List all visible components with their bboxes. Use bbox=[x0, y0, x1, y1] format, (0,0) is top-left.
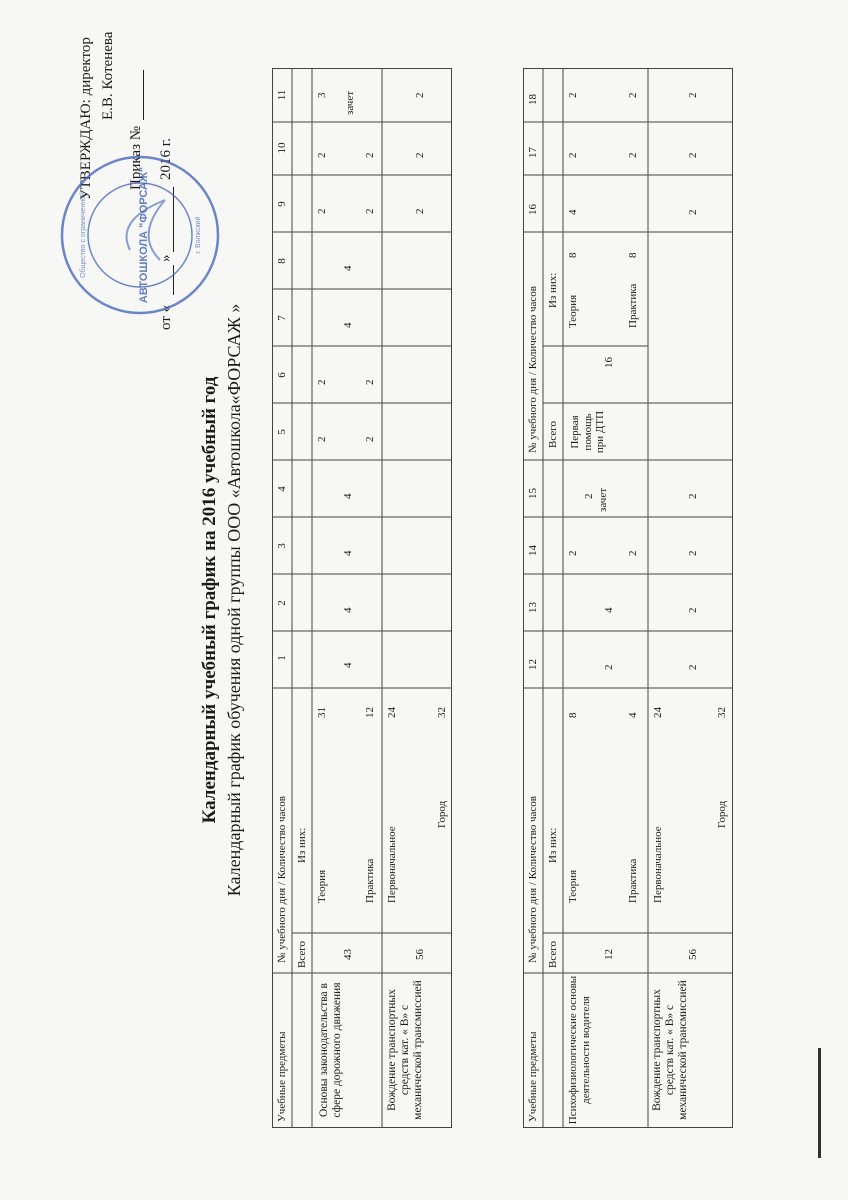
t2-r2-city-cell: 2 bbox=[687, 607, 699, 613]
svg-text:Общество с ограниченной: Общество с ограниченной bbox=[80, 192, 87, 278]
t2-row1-teoria: Теория bbox=[567, 869, 579, 903]
t1-day: 4 bbox=[276, 486, 288, 492]
t1-day: 11 bbox=[276, 89, 288, 101]
t1-r1-practice-cell: 2 bbox=[364, 436, 376, 442]
t2-r1-theory-cell: 2 bbox=[583, 493, 595, 499]
approval-line-2: Е.В. Котенева bbox=[100, 31, 116, 120]
t2-header-ofthem: Из них: bbox=[547, 827, 559, 863]
t2-right-teoria-hours: 8 bbox=[567, 252, 579, 258]
t2-right-theory-cell: 2 bbox=[567, 92, 579, 98]
svg-text:г. Волжский: г. Волжский bbox=[195, 216, 202, 254]
t2-row1-praktika-hours: 4 bbox=[627, 712, 639, 718]
t1-day: 6 bbox=[276, 372, 288, 378]
t1-r2-city-cell: 2 bbox=[414, 208, 426, 214]
t2-day: 13 bbox=[527, 602, 539, 613]
t2-right-total: Всего bbox=[547, 421, 559, 448]
t2-r2-city-cell: 2 bbox=[687, 664, 699, 670]
t2-header-total: Всего bbox=[547, 941, 559, 968]
svg-text:АВТОШКОЛА "ФОРСАЖ": АВТОШКОЛА "ФОРСАЖ" bbox=[138, 166, 150, 304]
t1-row1-teoria: Теория bbox=[316, 869, 328, 903]
t1-row2-city: Город bbox=[436, 800, 448, 828]
approval-line-1: УТВЕРЖДАЮ: директор bbox=[78, 37, 94, 200]
t2-row2-subject: Вождение транспортных средств кат. « В» с механической трансмиссией bbox=[651, 980, 690, 1120]
t2-right-theory-cell: 2 bbox=[567, 152, 579, 158]
t1-header-hours: № учебного дня / Количество часов bbox=[276, 796, 288, 963]
t1-row1-praktika-hours: 12 bbox=[364, 707, 376, 718]
t1-header-total: Всего bbox=[296, 941, 308, 968]
table-1-grid bbox=[272, 68, 452, 1128]
approval-date-prefix: от « bbox=[158, 304, 174, 330]
t1-r1-theory-cell: 2 bbox=[316, 152, 328, 158]
t2-r1-practice-cell: зачет bbox=[597, 487, 609, 512]
t2-day: 12 bbox=[527, 659, 539, 670]
approval-line-3-blank bbox=[143, 70, 144, 120]
t2-row2-first-hours: 24 bbox=[652, 707, 664, 718]
t2-row2-total: 56 bbox=[687, 949, 699, 960]
t1-r1-practice-cell: 4 bbox=[342, 550, 354, 556]
t1-r1-practice-cell: 4 bbox=[342, 493, 354, 499]
t2-day: 18 bbox=[527, 94, 539, 105]
t2-r1-practice-cell: 2 bbox=[627, 550, 639, 556]
t2-r2-city-cell: 2 bbox=[687, 493, 699, 499]
t2-right-drive-cell: 2 bbox=[687, 152, 699, 158]
t2-right-praktika-hours: 8 bbox=[627, 252, 639, 258]
t2-day: 16 bbox=[527, 204, 539, 215]
t2-r2-city-cell: 2 bbox=[687, 550, 699, 556]
t2-right-theory-cell: 4 bbox=[567, 209, 579, 215]
t1-day: 1 bbox=[276, 655, 288, 661]
t2-header-hours: № учебного дня / Количество часов bbox=[527, 796, 539, 963]
t1-day: 8 bbox=[276, 258, 288, 264]
t2-row1-total: 12 bbox=[603, 949, 615, 960]
document-title: Календарный учебный график на 2016 учебный год bbox=[199, 376, 220, 824]
t2-right-praktika: Практика bbox=[627, 283, 639, 328]
t1-r1-practice-cell: 4 bbox=[342, 265, 354, 271]
t1-header-subjects: Учебные предметы bbox=[276, 1031, 288, 1122]
schedule-table-1 bbox=[272, 68, 452, 1128]
t1-row1-praktika: Практика bbox=[364, 858, 376, 903]
table-2-grid bbox=[523, 68, 733, 1128]
t2-right-practice-cell: 2 bbox=[627, 92, 639, 98]
t2-right-drive-cell: 2 bbox=[687, 92, 699, 98]
t1-r1-theory-cell: 2 bbox=[316, 379, 328, 385]
t1-day: 2 bbox=[276, 600, 288, 606]
t2-row1-teoria-hours: 8 bbox=[567, 712, 579, 718]
t1-day: 3 bbox=[276, 543, 288, 549]
t2-row1-subject: Психофизиологические основы деятельности водителя bbox=[567, 975, 592, 1125]
t1-day: 5 bbox=[276, 429, 288, 435]
t1-row2-city-hours: 32 bbox=[436, 707, 448, 718]
t1-r1-practice-cell: 4 bbox=[342, 662, 354, 668]
t2-row2-city: Город bbox=[716, 800, 728, 828]
t1-day: 7 bbox=[276, 315, 288, 321]
approval-date-mid: » bbox=[158, 254, 174, 262]
t2-header-subjects: Учебные предметы bbox=[527, 1031, 539, 1122]
document-subtitle: Календарный график обучения одной группы ООО «Автошкола«ФОРСАЖ » bbox=[224, 303, 244, 897]
t2-r1-practice-cell: 4 bbox=[603, 607, 615, 613]
t2-day: 14 bbox=[527, 545, 539, 556]
t2-right-drive-cell: 2 bbox=[687, 209, 699, 215]
t1-row1-total: 43 bbox=[342, 949, 354, 960]
t1-r2-city-cell: 2 bbox=[414, 92, 426, 98]
t1-r1-theory-cell: 2 bbox=[316, 436, 328, 442]
t1-row2-subject: Вождение транспортных средств кат. « В» с механической трансмиссией bbox=[386, 980, 425, 1120]
t1-r1-practice-cell: 2 bbox=[364, 152, 376, 158]
t1-r1-theory-cell: 3 bbox=[316, 92, 328, 98]
t2-right-total-value: 16 bbox=[603, 357, 615, 368]
t2-right-teoria: Теория bbox=[567, 294, 579, 328]
t2-right-header: № учебного дня / Количество часов bbox=[527, 286, 539, 453]
t2-row2-first: Первоначальное bbox=[652, 826, 664, 903]
t1-row2-total: 56 bbox=[414, 949, 426, 960]
t2-right-practice-cell: 2 bbox=[627, 152, 639, 158]
t2-right-ofthem: Из них: bbox=[547, 272, 559, 308]
t1-r2-city-cell: 2 bbox=[414, 152, 426, 158]
t1-row1-subject: Основы законодательства в сфере дорожного движения bbox=[318, 982, 344, 1118]
t1-day: 10 bbox=[276, 142, 288, 154]
t2-right-subject: Первая помощь при ДТП bbox=[569, 410, 607, 454]
t1-r1-practice-cell: 4 bbox=[342, 322, 354, 328]
t1-r1-practice-cell: 2 bbox=[364, 379, 376, 385]
t1-row2-first-hours: 24 bbox=[386, 707, 398, 718]
t1-header-ofthem: Из них: bbox=[296, 827, 308, 863]
t2-r1-practice-cell: 2 bbox=[603, 664, 615, 670]
t1-day: 9 bbox=[276, 201, 288, 207]
approval-line-3: Приказ № bbox=[128, 125, 144, 190]
t1-row2-first: Первоначальное bbox=[386, 826, 398, 903]
t2-r1-theory-cell: 2 bbox=[567, 550, 579, 556]
t2-row1-praktika: Практика bbox=[627, 858, 639, 903]
t1-r1-practice-cell: зачет bbox=[344, 90, 356, 115]
t1-row1-teoria-hours: 31 bbox=[316, 707, 328, 718]
t2-day: 17 bbox=[527, 147, 539, 158]
t1-r1-practice-cell: 2 bbox=[364, 208, 376, 214]
t1-r1-theory-cell: 2 bbox=[316, 208, 328, 214]
t1-r1-practice-cell: 4 bbox=[342, 607, 354, 613]
t2-day: 15 bbox=[527, 488, 539, 499]
schedule-table-2 bbox=[523, 68, 733, 1128]
t2-row2-city-hours: 32 bbox=[716, 707, 728, 718]
approval-date-year: 2016 г. bbox=[158, 138, 174, 180]
scan-mark bbox=[818, 1048, 821, 1158]
